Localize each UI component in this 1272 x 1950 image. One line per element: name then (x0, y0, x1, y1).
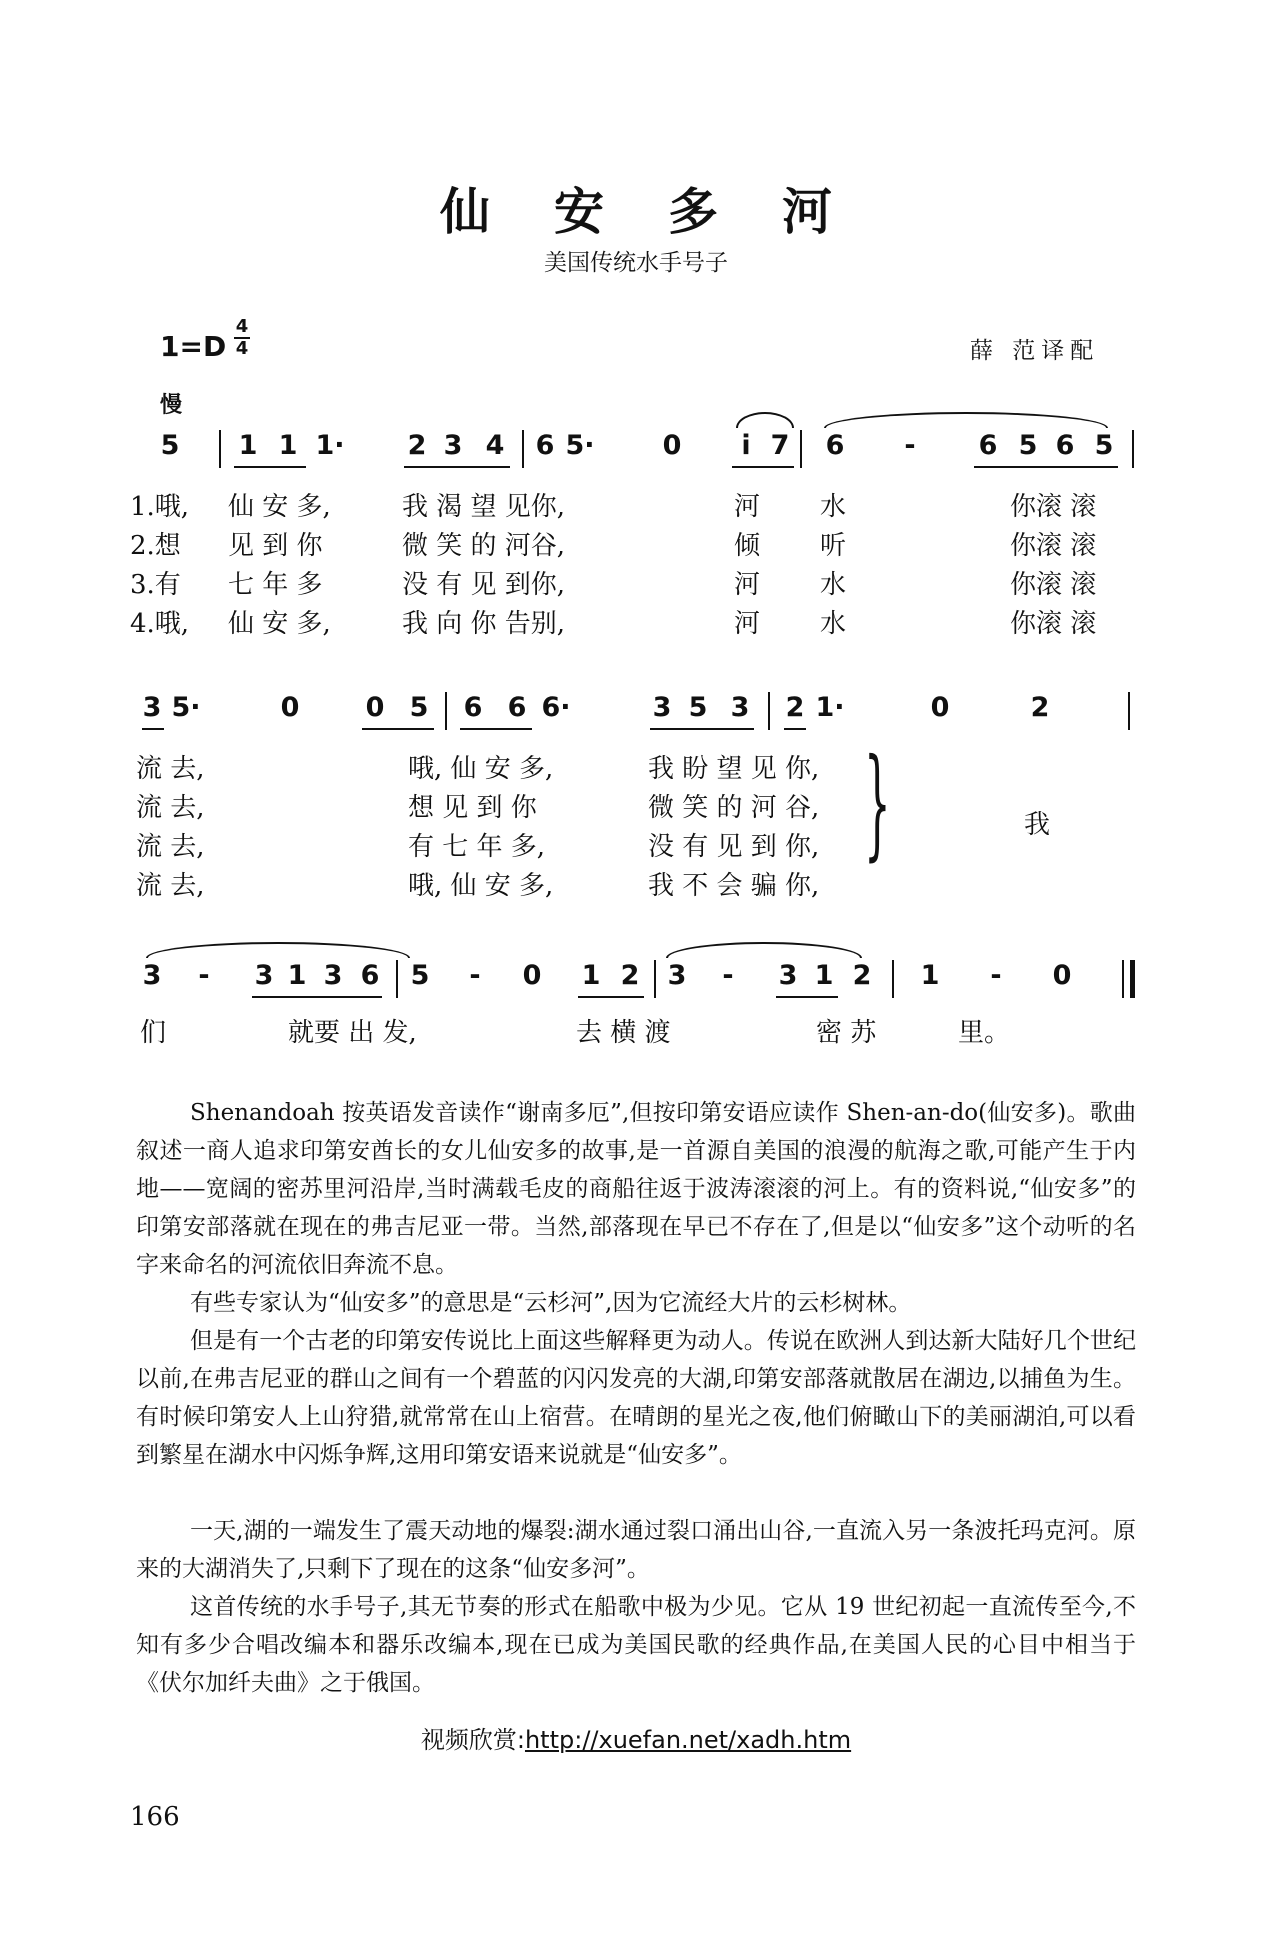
lyric: 水 (820, 570, 847, 600)
lyric: 哦, 仙 安 多, (408, 871, 554, 901)
note: 0 (662, 430, 682, 461)
lyric: 哦, 仙 安 多, (408, 754, 554, 784)
note: 7 (770, 430, 790, 461)
note: 0 (1052, 960, 1072, 991)
lyric: 4.哦, (130, 609, 190, 639)
lyric: 流 去, (136, 832, 205, 862)
song-subtitle: 美国传统水手号子 (544, 250, 728, 276)
lyric: 们 (140, 1018, 167, 1048)
note: 3 (652, 692, 672, 723)
paragraph-1: Shenandoah 按英语发音读作“谢南多厄”,但按印第安语应读作 Shen-an-do(仙安多)。歌曲叙述一商人追求印第安酋长的女儿仙安多的故事,是一首源自美国的浪漫的航海之歌,可能产生于内地——宽阔的密苏里河沿岸,当时满载毛皮的商船往返于波涛滚滚的河上。有的资料说,“仙安多”的印第安部落就在现在的弗吉尼亚一带。当然,部落现在早已不存在了,但是以“仙安多”这个动听的名字来命名的河流依旧奔流不息。 (136, 1100, 1136, 1278)
note: 0 (280, 692, 300, 723)
lyric: 2.想 (130, 531, 181, 561)
key-signature: 1=D (160, 330, 227, 363)
translator-credit: 薛 范译配 (970, 338, 1100, 364)
note: 3 (730, 692, 750, 723)
note: 1 (920, 960, 940, 991)
lyric: 里。 (958, 1018, 1011, 1048)
note: 3 (778, 960, 798, 991)
note: 6 (507, 692, 527, 723)
lyric: 仙 安 多, (228, 609, 331, 639)
lyric: 3.有 (130, 570, 181, 600)
paragraph-4: 一天,湖的一端发生了震天动地的爆裂:湖水通过裂口涌出山谷,一直流入另一条波托玛克河。原来的大湖消失了,只剩下了现在的这条“仙安多河”。 (136, 1518, 1136, 1582)
note: i (741, 430, 751, 461)
tempo-marking: 慢 (160, 392, 183, 418)
note: 6 (825, 430, 845, 461)
lyric: 密 苏 (816, 1018, 877, 1048)
note: 3 (323, 960, 343, 991)
note: 5 (409, 692, 429, 723)
lyric: 水 (820, 609, 847, 639)
lyric: 你滚 滚 (1010, 492, 1097, 522)
lyric: 河 (734, 570, 761, 600)
note: 1 (814, 960, 834, 991)
note: 1 (278, 430, 298, 461)
lyric: 你滚 滚 (1010, 531, 1097, 561)
note: 6· (541, 692, 571, 723)
note: - (990, 960, 1002, 991)
note: 0 (930, 692, 950, 723)
lyric: 见 到 你 (228, 531, 323, 561)
time-signature-bottom: 4 (235, 338, 249, 359)
lyric: 1.哦, (130, 492, 190, 522)
lyric: 有 七 年 多, (408, 832, 546, 862)
lyric: 我 盼 望 见 你, (648, 754, 820, 784)
song-title: 仙安多河 (440, 182, 896, 241)
note: 4 (485, 430, 505, 461)
note: 3 (667, 960, 687, 991)
note: 6 (360, 960, 380, 991)
note: 2 (852, 960, 872, 991)
note: 5 (160, 430, 180, 461)
lyric: 你滚 滚 (1010, 570, 1097, 600)
lyric: 倾 (734, 531, 761, 561)
lyric: 没 有 见 到你, (402, 570, 566, 600)
note: 3 (142, 692, 162, 723)
verse-brace: } (864, 734, 891, 873)
note: 5 (1094, 430, 1114, 461)
note: 5 (688, 692, 708, 723)
note: 6 (535, 430, 555, 461)
score-line-3 (140, 960, 1140, 1060)
note: 1· (315, 430, 345, 461)
paragraph-3: 但是有一个古老的印第安传说比上面这些解释更为动人。传说在欧洲人到达新大陆好几个世纪以前,在弗吉尼亚的群山之间有一个碧蓝的闪闪发亮的大湖,印第安部落就散居在湖边,以捕鱼为生。有时候印第安人上山狩猎,就常常在山上宿营。在晴朗的星光之夜,他们俯瞰山下的美丽湖泊,可以看到繁星在湖水中闪烁争辉,这用印第安语来说就是“仙安多”。 (136, 1328, 1136, 1468)
lyric: 微 笑 的 河谷, (402, 531, 566, 561)
page-number: 166 (130, 1802, 180, 1832)
note: - (904, 430, 916, 461)
note: 1 (238, 430, 258, 461)
note: 2 (407, 430, 427, 461)
note: - (722, 960, 734, 991)
note: 6 (463, 692, 483, 723)
lyric: 流 去, (136, 754, 205, 784)
note: 5· (565, 430, 595, 461)
note: - (198, 960, 210, 991)
note: 2 (1030, 692, 1050, 723)
note: 6 (1055, 430, 1075, 461)
note: 0 (365, 692, 385, 723)
note: 1 (581, 960, 601, 991)
time-signature-top: 4 (235, 316, 249, 337)
paragraph-5: 这首传统的水手号子,其无节奏的形式在船歌中极为少见。它从 19 世纪初起一直流传至今,不知有多少合唱改编本和器乐改编本,现在已成为美国民歌的经典作品,在美国人民的心目中相当于《伏尔加纤夫曲》之于俄国。 (136, 1594, 1136, 1696)
video-label: 视频欣赏: (420, 1726, 525, 1754)
note: 3 (443, 430, 463, 461)
lyric: 流 去, (136, 871, 205, 901)
video-link[interactable]: http://xuefan.net/xadh.htm (524, 1726, 852, 1754)
lyric: 没 有 见 到 你, (648, 832, 820, 862)
lyric: 去 横 渡 (576, 1018, 671, 1048)
note: 5 (1018, 430, 1038, 461)
lyric: 微 笑 的 河 谷, (648, 793, 820, 823)
note: 1· (815, 692, 845, 723)
note: 5 (410, 960, 430, 991)
lyric: 你滚 滚 (1010, 609, 1097, 639)
note: 3 (254, 960, 274, 991)
lyric: 我 (1024, 810, 1051, 840)
note: 2 (620, 960, 640, 991)
lyric: 水 (820, 492, 847, 522)
lyric: 仙 安 多, (228, 492, 331, 522)
note: 0 (522, 960, 542, 991)
lyric: 我 不 会 骗 你, (648, 871, 820, 901)
note: 6 (978, 430, 998, 461)
lyric: 想 见 到 你 (408, 793, 537, 823)
score-line-2 (136, 692, 1140, 902)
score-line-1 (130, 430, 1140, 680)
lyric: 七 年 多 (228, 570, 323, 600)
paragraph-2: 有些专家认为“仙安多”的意思是“云杉河”,因为它流经大片的云杉树林。 (190, 1290, 912, 1316)
video-link-line (0, 1720, 1272, 1755)
lyric: 我 渴 望 见你, (402, 492, 566, 522)
time-signature (234, 318, 250, 358)
lyric: 听 (820, 531, 847, 561)
lyric: 河 (734, 492, 761, 522)
note: 1 (287, 960, 307, 991)
note: - (469, 960, 481, 991)
lyric: 就要 出 发, (288, 1018, 417, 1048)
lyric: 流 去, (136, 793, 205, 823)
note: 5· (171, 692, 201, 723)
note: 3 (142, 960, 162, 991)
lyric: 我 向 你 告别, (402, 609, 566, 639)
lyric: 河 (734, 609, 761, 639)
note: 2 (785, 692, 805, 723)
